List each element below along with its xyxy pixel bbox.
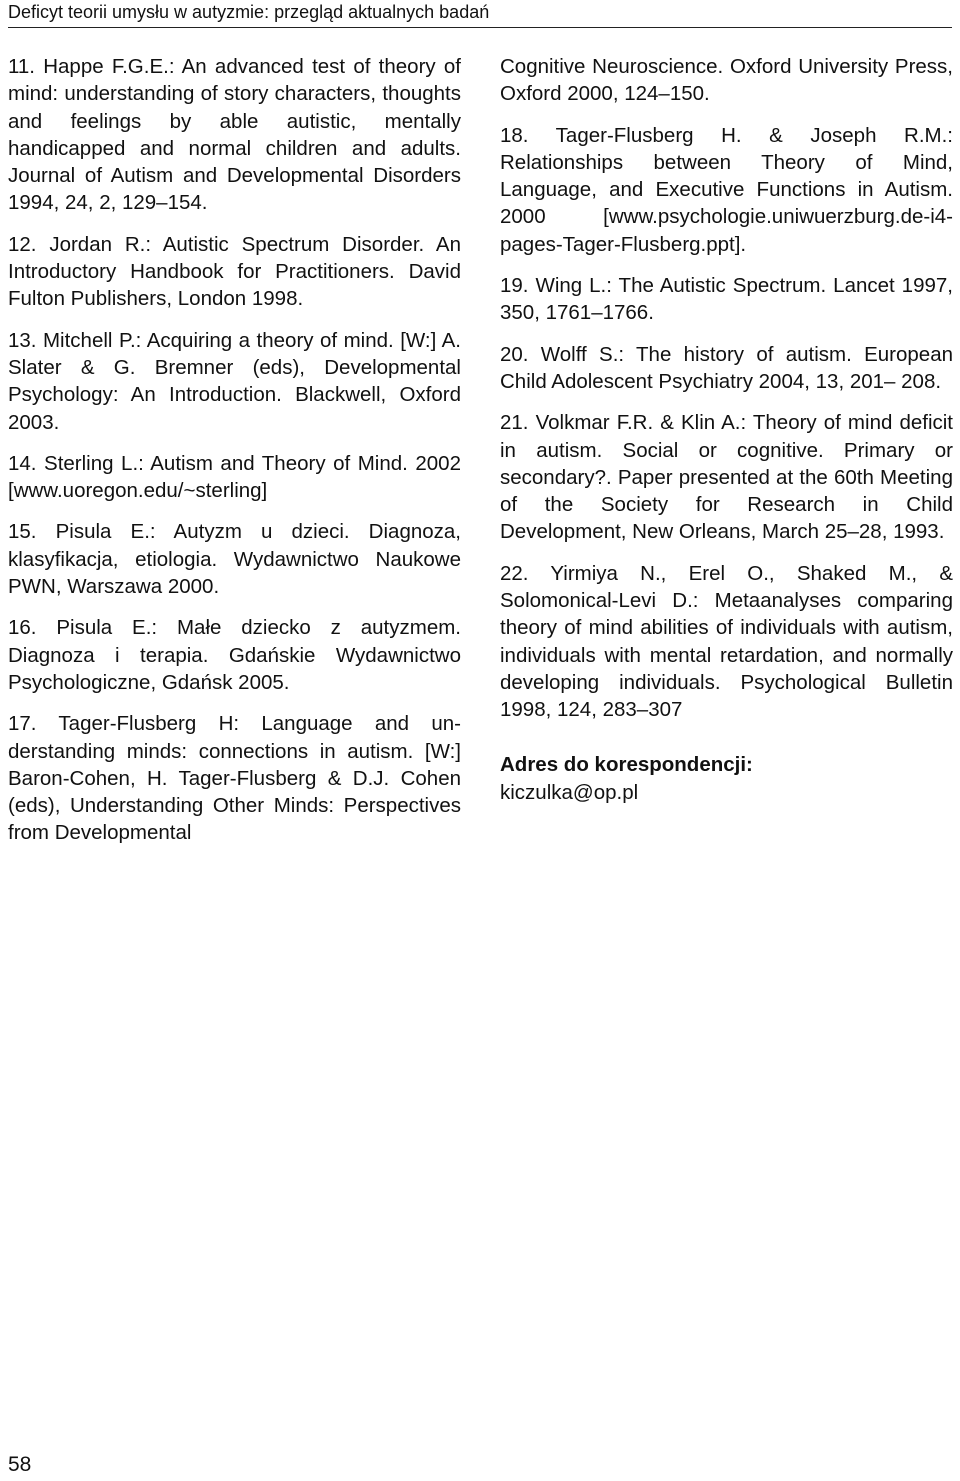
reference-17-continuation: Cognitive Neuroscience. Oxford University Press, Oxford 2000, 124–150.	[500, 55, 953, 106]
reference-17: 17. Tager-Flusberg H: Language and understanding minds: connections in autism. [W:] Baron-Cohen, H. Tager-Flusberg & D.J. Cohen (eds), Understanding Other Minds: Perspectives from Developmental	[8, 712, 461, 845]
reference-18: 18. Tager-Flusberg H. & Joseph R.M.: Relationships between Theory of Mind, Language, and Executive Functions in Autism. 2000 [www.psychologie.uniwuerzburg.de-i4-pages-Tager-Flusberg.ppt].	[500, 123, 953, 256]
reference-20: 20. Wolff S.: The history of autism. European Child Adolescent Psychiatry 2004, 13, 201– 208.	[500, 342, 953, 393]
running-title: Deficyt teorii umysłu w autyzmie: przegląd aktualnych badań	[8, 2, 490, 22]
reference-14: 14. Sterling L.: Autism and Theory of Mind. 2002 [www.uoregon.edu/~sterling]	[8, 451, 461, 503]
right-column	[500, 53, 953, 807]
left-column	[8, 53, 461, 861]
reference-13: 13. Mitchell P.: Acquiring a theory of mind. [W:] A. Slater & G. Bremner (eds), Developmental Psychology: An Introduction. Blackwell, Oxford 2003.	[8, 328, 461, 434]
reference-11: 11. Happe F.G.E.: An advanced test of theory of mind: understanding of story characters, thoughts and feelings by able autistic, mentally handicapped and normal children and adults. Journal of Autism and Developmental Disorders 1994, 24, 2, 129–154.	[8, 55, 461, 215]
reference-16: 16. Pisula E.: Małe dziecko z autyzmem. Diagnoza i terapia. Gdańskie Wydawnictwo Psychologiczne, Gdańsk 2005.	[8, 616, 461, 694]
address-heading: Adres do korespondencji:	[500, 752, 753, 776]
reference-15: 15. Pisula E.: Autyzm u dzieci. Diagnoza, klasyfikacja, etiologia. Wydawnictwo Naukowe PWN, Warszawa 2000.	[8, 520, 461, 599]
reference-22: 22. Yirmiya N., Erel O., Shaked M., & Solomonical-Levi D.: Metaanalyses comparing theory of mind abilities of individuals with autism, individuals with mental retardation, and normally developing individuals. Psychological Bulletin 1998, 124, 283–307	[500, 561, 953, 722]
page-number: 58	[8, 1453, 32, 1476]
reference-19: 19. Wing L.: The Autistic Spectrum. Lancet 1997, 350, 1761–1766.	[500, 274, 953, 325]
correspondence-address	[500, 751, 953, 807]
address-email: kiczulka@op.pl	[500, 780, 639, 804]
reference-21: 21. Volkmar F.R. & Klin A.: Theory of mind deficit in autism. Social or cognitive. Primary or secondary?. Paper presented at the 60th Meeting of the Society for Research in Child Development, New Orleans, March 25–28, 1993.	[500, 411, 953, 544]
running-header	[8, 0, 952, 28]
reference-12: 12. Jordan R.: Autistic Spectrum Disorder. An Introductory Handbook for Practitioners. David Fulton Publishers, London 1998.	[8, 232, 461, 311]
